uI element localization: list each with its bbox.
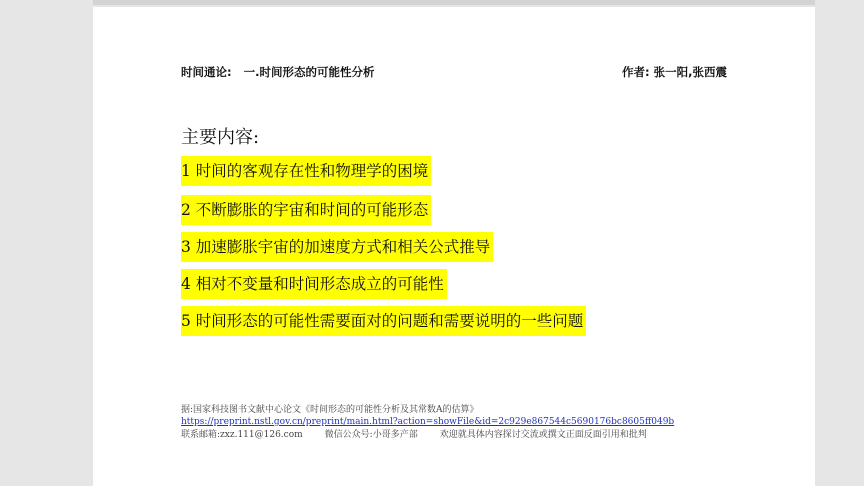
content-item-1: 1 时间的客观存在性和物理学的困境 — [181, 156, 431, 186]
content-item-4: 4 相对不变量和时间形态成立的可能性 — [181, 269, 447, 299]
contact-email: 联系邮箱:zxz.111@126.com — [181, 430, 303, 440]
footer-link-row — [181, 417, 674, 428]
document-page — [93, 7, 815, 486]
section-title: 主要内容: — [181, 127, 260, 148]
footer-note: 欢迎就具体内容探讨交流或撰文正面反面引用和批判 — [439, 430, 647, 440]
topic-title: 一.时间形态的可能性分析 — [243, 65, 375, 79]
preprint-link[interactable]: https://preprint.nstl.gov.cn/preprint/main.html?action=showFile&id=2c929e867544c5690176bc8605ff049b — [181, 417, 675, 427]
content-item-3: 3 加速膨胀宇宙的加速度方式和相关公式推导 — [181, 232, 493, 262]
header-authors: 作者: 张一阳,张西震 — [622, 65, 727, 79]
footer-source: 据:国家科技图书文献中心论文《时间形态的可能性分析及其常数A的估算》 — [181, 405, 479, 415]
top-strip — [93, 0, 815, 5]
header-topic — [181, 64, 374, 80]
topic-label: 时间通论: — [181, 65, 232, 79]
content-item-5: 5 时间形态的可能性需要面对的问题和需要说明的一些问题 — [181, 306, 586, 336]
footer-contact — [181, 430, 647, 441]
wechat-account: 微信公众号:小哥多产部 — [324, 430, 418, 440]
content-item-2: 2 不断膨胀的宇宙和时间的可能形态 — [181, 195, 431, 225]
